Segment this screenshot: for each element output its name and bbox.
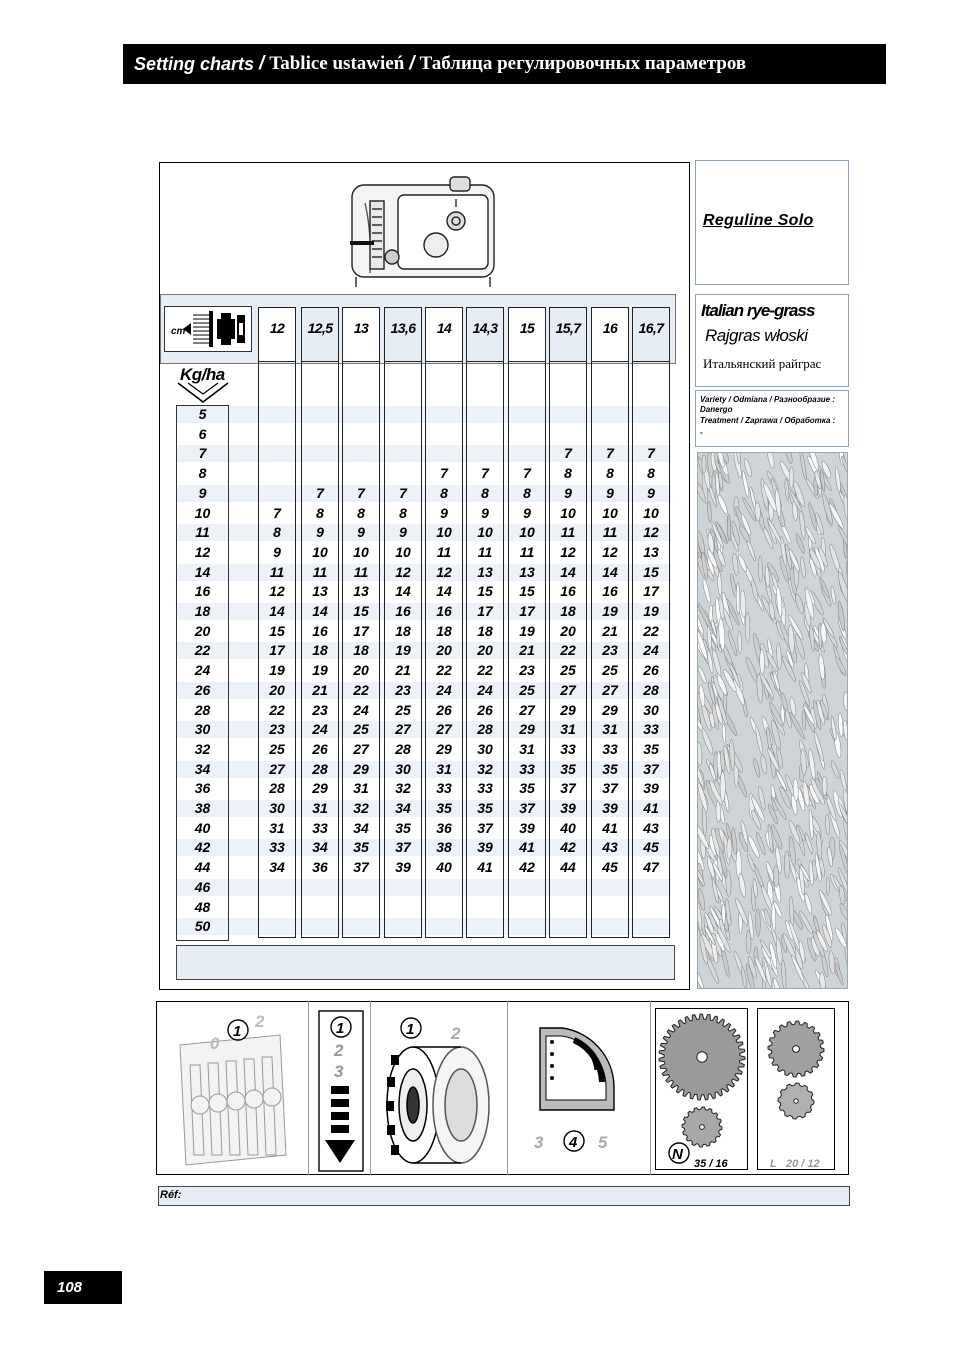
table-cell: 7 — [481, 465, 489, 482]
table-cell: 7 — [440, 465, 448, 482]
table-cell: 24 — [436, 681, 452, 698]
table-cell: 47 — [643, 859, 659, 876]
rate-value: 46 — [194, 878, 211, 895]
table-cell: 19 — [395, 642, 411, 659]
table-cell: 17 — [269, 642, 285, 659]
table-cell: 26 — [477, 701, 493, 718]
crop-name-en: Italian rye-grass — [701, 301, 815, 320]
table-cell: 39 — [602, 800, 618, 816]
table-cell: 12 — [643, 524, 659, 541]
table-cell: 11 — [560, 524, 576, 541]
column-header: 15,7 — [555, 320, 581, 336]
table-cell: 35 — [436, 800, 452, 816]
table-cell: 9 — [606, 484, 614, 501]
table-cell: 16 — [312, 622, 328, 639]
rate-value: 6 — [198, 425, 207, 442]
table-cell: 9 — [357, 524, 365, 541]
table-cell: 33 — [436, 780, 452, 797]
table-cell: 7 — [647, 445, 655, 462]
page-header — [123, 44, 886, 84]
rate-value: 38 — [194, 800, 211, 816]
speed-step-2: 2 — [334, 1041, 344, 1060]
table-cell: 25 — [395, 701, 411, 718]
table-cell: 35 — [602, 760, 618, 777]
table-cell: 15 — [269, 622, 285, 639]
table-cell: 25 — [519, 681, 535, 698]
table-cell: 11 — [477, 543, 493, 560]
table-cell: 11 — [602, 524, 618, 541]
table-cell: 41 — [519, 839, 535, 856]
table-cell: 31 — [519, 740, 535, 757]
treatment-label: Treatment / Zaprawa / Обработка : — [700, 416, 836, 425]
table-cell: 7 — [273, 504, 281, 521]
table-cell: 9 — [399, 524, 407, 541]
table-cell: 41 — [602, 819, 618, 836]
down-arrow-icon — [176, 380, 230, 406]
table-cell: 33 — [269, 839, 285, 856]
table-cell: 13 — [643, 543, 659, 560]
table-cell: 39 — [643, 780, 659, 797]
table-cell: 27 — [269, 760, 285, 777]
rate-value: 50 — [194, 918, 211, 935]
page-number: 108 — [44, 1271, 122, 1304]
table-cell: 10 — [353, 543, 369, 560]
column-header: 13,6 — [390, 320, 416, 336]
table-cell: 12 — [436, 563, 452, 580]
table-cell: 18 — [477, 622, 493, 639]
table-cell: 37 — [477, 819, 493, 836]
gauge-pos-3: 3 — [534, 1133, 544, 1152]
table-cell: 12 — [560, 543, 576, 560]
table-cell: 32 — [477, 760, 493, 777]
table-cell: 7 — [316, 484, 324, 501]
table-cell: 9 — [440, 504, 448, 521]
reference-bar — [158, 1186, 850, 1206]
column-header: 16 — [602, 320, 618, 336]
table-cell: 39 — [395, 859, 411, 876]
table-cell: 21 — [602, 622, 618, 639]
table-cell: 39 — [519, 819, 535, 836]
table-cell: 19 — [643, 603, 659, 619]
table-cell: 26 — [312, 740, 328, 757]
table-cell: 30 — [395, 760, 411, 777]
rate-value: 44 — [194, 859, 211, 876]
table-cell: 10 — [602, 504, 618, 521]
rate-value: 28 — [194, 701, 211, 718]
header-separator: / — [259, 53, 265, 74]
table-cell: 34 — [312, 839, 328, 856]
column-header: 12,5 — [307, 320, 333, 336]
table-cell: 40 — [436, 859, 452, 876]
gear-n-icon — [656, 1009, 747, 1169]
table-cell: 20 — [560, 622, 576, 639]
table-cell: 20 — [353, 662, 369, 679]
table-cell: 35 — [643, 740, 659, 757]
table-cell: 32 — [395, 780, 411, 797]
table-cell: 45 — [643, 839, 659, 856]
table-cell: 26 — [436, 701, 452, 718]
table-cell: 14 — [312, 603, 328, 619]
table-cell: 29 — [560, 701, 576, 718]
metering-unit-illustration — [160, 163, 689, 294]
table-footer-band — [176, 945, 675, 980]
table-cell: 8 — [606, 465, 614, 482]
table-cell: 29 — [602, 701, 618, 718]
table-cell: 28 — [269, 780, 285, 797]
table-cell: 28 — [395, 740, 411, 757]
table-cell: 22 — [269, 701, 285, 718]
table-cell: 15 — [353, 603, 369, 619]
table-cell: 37 — [395, 839, 411, 856]
table-cell: 31 — [602, 721, 618, 738]
rate-value: 32 — [194, 740, 211, 757]
table-cell: 27 — [560, 681, 576, 698]
table-cell: 10 — [395, 543, 411, 560]
rate-unit-label: Kg/ha — [180, 365, 225, 384]
table-cell: 18 — [353, 642, 369, 659]
table-cell: 33 — [519, 760, 535, 777]
gear-n-label: N — [672, 1146, 683, 1163]
table-cell: 18 — [395, 622, 411, 639]
lever-pos-1: 1 — [233, 1023, 242, 1040]
gauge-pos-5: 5 — [598, 1133, 608, 1152]
speed-setting-illustration — [318, 1010, 364, 1174]
table-cell: 14 — [602, 563, 618, 580]
table-cell: 7 — [606, 445, 614, 462]
seeding-width-box — [164, 306, 252, 352]
table-cell: 10 — [643, 504, 659, 521]
table-cell: 8 — [273, 524, 281, 541]
table-cell: 7 — [357, 484, 365, 501]
table-cell: 10 — [436, 524, 452, 541]
table-cell: 36 — [436, 819, 452, 836]
model-title: Reguline Solo — [703, 212, 814, 229]
table-cell: 13 — [312, 583, 328, 600]
header-separator: / — [409, 53, 415, 74]
metering-unit-icon — [160, 163, 689, 294]
table-cell: 33 — [643, 721, 659, 738]
table-cell: 8 — [647, 465, 655, 482]
wheel-pos-1: 1 — [406, 1021, 415, 1038]
table-cell: 29 — [353, 760, 369, 777]
rate-value: 9 — [198, 484, 207, 501]
rate-value: 40 — [194, 819, 211, 836]
rate-value: 5 — [198, 406, 207, 422]
reference-label: Réf: — [160, 1189, 182, 1201]
tractor-icon — [165, 307, 251, 351]
table-cell: 9 — [564, 484, 572, 501]
table-cell: 8 — [357, 504, 365, 521]
table-cell: 23 — [312, 701, 328, 718]
gauge-setting-illustration — [532, 1020, 622, 1152]
table-cell: 15 — [519, 583, 535, 600]
table-cell: 17 — [353, 622, 369, 639]
crop-name-pl: Rajgras włoski — [705, 326, 808, 345]
table-cell: 22 — [436, 662, 452, 679]
table-cell: 26 — [643, 662, 659, 679]
table-cell: 16 — [602, 583, 618, 600]
table-cell: 7 — [564, 445, 572, 462]
column-header: 14 — [436, 320, 452, 336]
header-title-ru: Таблица регулировочных параметров — [419, 53, 747, 74]
table-cell: 37 — [353, 859, 369, 876]
table-cell: 17 — [519, 603, 535, 619]
gear-l-icon — [758, 1009, 834, 1169]
table-cell: 33 — [602, 740, 618, 757]
gear-l-label: L — [770, 1158, 777, 1169]
table-cell: 19 — [602, 603, 618, 619]
rate-value: 24 — [194, 662, 211, 679]
table-cell: 27 — [353, 740, 369, 757]
table-cell: 17 — [643, 583, 659, 600]
seed-texture-image — [698, 453, 848, 989]
table-cell: 25 — [269, 740, 285, 757]
table-cell: 25 — [353, 721, 369, 738]
table-cell: 39 — [560, 800, 576, 816]
table-cell: 23 — [519, 662, 535, 679]
table-cell: 20 — [269, 681, 285, 698]
rate-value: 20 — [194, 622, 211, 639]
table-cell: 15 — [643, 563, 659, 580]
table-cell: 35 — [477, 800, 493, 816]
rate-value: 18 — [194, 603, 211, 619]
header-title-pl: Tablice ustawień — [269, 53, 405, 74]
table-cell: 37 — [643, 760, 659, 777]
variety-value: Danergo — [700, 405, 733, 414]
table-cell: 32 — [353, 800, 369, 816]
table-cell: 28 — [312, 760, 328, 777]
table-cell: 10 — [312, 543, 328, 560]
column-header: 15 — [519, 320, 535, 336]
table-cell: 22 — [477, 662, 493, 679]
table-cell: 15 — [477, 583, 493, 600]
table-cell: 12 — [395, 563, 411, 580]
table-cell: 18 — [436, 622, 452, 639]
lever-pos-2: 2 — [255, 1012, 265, 1031]
table-cell: 35 — [395, 819, 411, 836]
table-cell: 14 — [436, 583, 452, 600]
table-cell: 23 — [395, 681, 411, 698]
wheel-setting-illustration — [375, 1015, 503, 1173]
table-cell: 23 — [602, 642, 618, 659]
table-cell: 8 — [523, 484, 531, 501]
table-cell: 22 — [643, 622, 659, 639]
column-header: 14,3 — [472, 320, 498, 336]
table-cell: 24 — [643, 642, 659, 659]
table-cell: 12 — [269, 583, 285, 600]
table-cell: 10 — [519, 524, 535, 541]
rate-value: 8 — [198, 465, 207, 482]
rate-value: 14 — [194, 563, 211, 580]
rate-value: 34 — [194, 760, 211, 777]
table-cell: 34 — [353, 819, 369, 836]
table-cell: 19 — [312, 662, 328, 679]
table-cell: 27 — [519, 701, 535, 718]
table-cell: 14 — [560, 563, 576, 580]
table-cell: 11 — [269, 563, 285, 580]
variety-label: Variety / Odmiana / Разнообразие : — [700, 395, 836, 404]
table-cell: 40 — [560, 819, 576, 836]
table-cell: 14 — [269, 603, 285, 619]
table-cell: 34 — [269, 859, 285, 876]
table-cell: 42 — [519, 859, 535, 876]
table-cell: 44 — [560, 859, 576, 876]
table-cell: 11 — [312, 563, 328, 580]
rate-value: 10 — [194, 504, 211, 521]
table-cell: 22 — [353, 681, 369, 698]
table-cell: 8 — [481, 484, 489, 501]
table-cell: 24 — [477, 681, 493, 698]
table-cell: 11 — [353, 563, 369, 580]
table-cell: 18 — [560, 603, 576, 619]
table-cell: 16 — [436, 603, 452, 619]
table-cell: 21 — [395, 662, 411, 679]
table-cell: 34 — [395, 800, 411, 816]
table-cell: 7 — [523, 465, 531, 482]
table-cell: 24 — [353, 701, 369, 718]
wheel-pos-2: 2 — [451, 1024, 461, 1043]
table-cell: 13 — [519, 563, 535, 580]
column-header: 16,7 — [638, 320, 664, 336]
table-cell: 25 — [602, 662, 618, 679]
table-cell: 8 — [399, 504, 407, 521]
crop-name-ru: Итальянский райграс — [703, 356, 822, 371]
table-cell: 21 — [312, 681, 328, 698]
table-cell: 27 — [602, 681, 618, 698]
table-cell: 37 — [560, 780, 576, 797]
table-cell: 35 — [560, 760, 576, 777]
table-cell: 11 — [519, 543, 535, 560]
table-cell: 35 — [353, 839, 369, 856]
table-cell: 30 — [269, 800, 285, 816]
table-cell: 8 — [564, 465, 572, 482]
table-cell: 31 — [312, 800, 328, 816]
table-cell: 18 — [312, 642, 328, 659]
table-cell: 27 — [395, 721, 411, 738]
rate-value: 22 — [194, 642, 211, 659]
table-cell: 28 — [643, 681, 659, 698]
table-cell: 20 — [477, 642, 493, 659]
table-cell: 31 — [353, 780, 369, 797]
table-cell: 17 — [477, 603, 493, 619]
table-cell: 41 — [477, 859, 493, 876]
lever-pos-0: 0 — [210, 1034, 220, 1053]
table-cell: 19 — [269, 662, 285, 679]
table-cell: 37 — [519, 800, 535, 816]
table-cell: 20 — [436, 642, 452, 659]
rate-value: 16 — [194, 583, 211, 600]
column-header: 12 — [269, 320, 285, 336]
table-cell: 21 — [519, 642, 535, 659]
table-cell: 9 — [273, 543, 281, 560]
gear-n-value: 35 / 16 — [694, 1158, 728, 1169]
table-cell: 13 — [353, 583, 369, 600]
table-cell: 39 — [477, 839, 493, 856]
table-cell: 14 — [395, 583, 411, 600]
table-cell: 7 — [399, 484, 407, 501]
table-cell: 35 — [519, 780, 535, 797]
gear-l-value: 20 / 12 — [786, 1158, 820, 1169]
speed-step-3: 3 — [334, 1062, 344, 1081]
table-cell: 10 — [477, 524, 493, 541]
table-cell: 37 — [602, 780, 618, 797]
lever-setting-illustration — [160, 1005, 306, 1173]
column-header: 13 — [353, 320, 369, 336]
unit-label: cm — [171, 326, 186, 337]
table-cell: 30 — [477, 740, 493, 757]
table-cell: 9 — [316, 524, 324, 541]
table-cell: 24 — [312, 721, 328, 738]
table-cell: 9 — [481, 504, 489, 521]
table-cell: 33 — [312, 819, 328, 836]
table-cell: 42 — [560, 839, 576, 856]
table-cell: 27 — [436, 721, 452, 738]
table-cell: 43 — [643, 819, 659, 836]
table-cell: 30 — [643, 701, 659, 718]
table-cell: 9 — [647, 484, 655, 501]
speed-step-1: 1 — [336, 1020, 345, 1037]
rate-value: 7 — [198, 445, 207, 462]
table-cell: 16 — [395, 603, 411, 619]
table-cell: 11 — [436, 543, 452, 560]
table-cell: 19 — [519, 622, 535, 639]
rate-value: 12 — [194, 543, 211, 560]
table-cell: 29 — [312, 780, 328, 797]
table-cell: 22 — [560, 642, 576, 659]
rate-value: 36 — [194, 780, 211, 797]
table-cell: 29 — [436, 740, 452, 757]
table-cell: 31 — [436, 760, 452, 777]
rate-value: 42 — [194, 839, 211, 856]
table-cell: 31 — [560, 721, 576, 738]
table-cell: 8 — [440, 484, 448, 501]
gauge-pos-4: 4 — [569, 1134, 578, 1151]
table-cell: 43 — [602, 839, 618, 856]
table-cell: 12 — [602, 543, 618, 560]
table-cell: 41 — [643, 800, 659, 816]
table-cell: 16 — [560, 583, 576, 600]
table-cell: 36 — [312, 859, 328, 876]
table-cell: 33 — [560, 740, 576, 757]
table-cell: 8 — [316, 504, 324, 521]
rate-value: 48 — [194, 898, 211, 915]
table-cell: 25 — [560, 662, 576, 679]
treatment-value: - — [700, 428, 703, 437]
table-cell: 10 — [560, 504, 576, 521]
table-cell: 31 — [269, 819, 285, 836]
table-cell: 9 — [523, 504, 531, 521]
header-title-en: Setting charts — [134, 53, 255, 74]
table-cell: 13 — [477, 563, 493, 580]
table-cell: 45 — [602, 859, 618, 876]
table-cell: 28 — [477, 721, 493, 738]
table-cell: 23 — [269, 721, 285, 738]
rate-value: 30 — [194, 721, 211, 738]
seed-photo — [697, 452, 848, 989]
table-cell: 38 — [436, 839, 452, 856]
rate-value: 11 — [195, 524, 210, 541]
rate-value: 26 — [194, 681, 211, 698]
table-cell: 33 — [477, 780, 493, 797]
table-cell: 29 — [519, 721, 535, 738]
